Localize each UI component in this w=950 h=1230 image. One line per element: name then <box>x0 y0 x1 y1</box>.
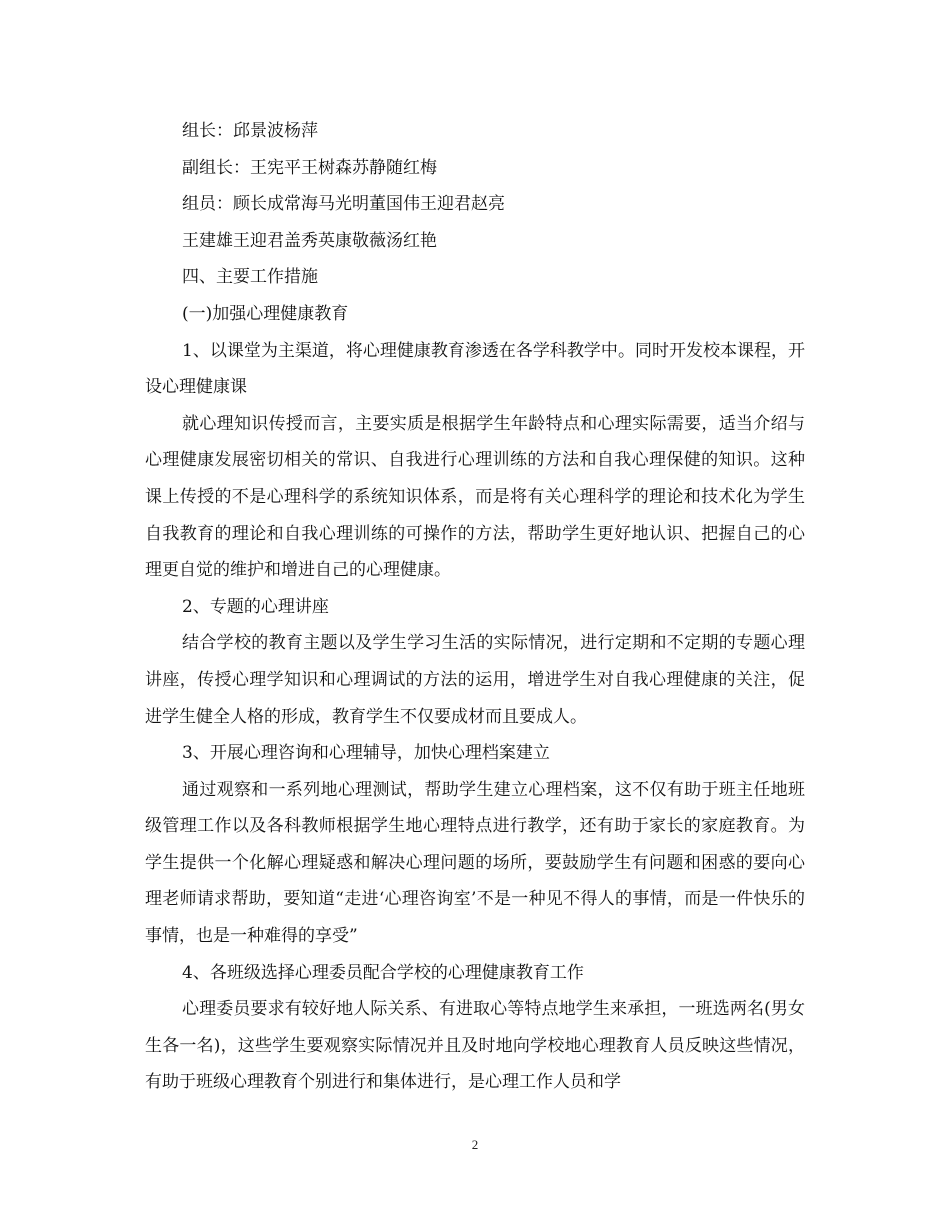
paragraph-deputy-leader: 副组长：王宪平王树森苏静随红梅 <box>182 157 437 178</box>
paragraph-members-continued: 王建雄王迎君盖秀英康敬薇汤红艳 <box>182 230 437 251</box>
item-heading-3: 3、开展心理咨询和心理辅导，加快心理档案建立 <box>182 743 550 764</box>
item-heading-4: 4、各班级选择心理委员配合学校的心理健康教育工作 <box>182 962 584 983</box>
item-heading-2: 2、专题的心理讲座 <box>182 596 329 617</box>
paragraph-lectures: 结合学校的教育主题以及学生学习生活的实际情况，进行定期和不定期的专题心理讲座，传授心理学知识和心理调试的方法的运用，增进学生对自我心理健康的关注，促进学生健全人格的形成，教育学生不仅要成材而且要成人。 <box>145 633 805 727</box>
subsection-heading-education: (一)加强心理健康教育 <box>182 303 349 324</box>
paragraph-leader: 组长：邱景波杨萍 <box>182 121 318 141</box>
page-body <box>145 113 805 1101</box>
item-heading-1: 1、以课堂为主渠道，将心理健康教育渗透在各学科教学中。同时开发校本课程，开设心理健康课 <box>145 340 805 398</box>
page-number: 2 <box>471 1137 479 1152</box>
paragraph-committee: 心理委员要求有较好地人际关系、有进取心等特点地学生来承担，一班选两名(男女生各一名)，这些学生要观察实际情况并且及时地向学校地心理教育人员反映这些情况，有助于班级心理教育个别进行和集体进行，是心理工作人员和学 <box>145 999 805 1093</box>
paragraph-members: 组员：顾长成常海马光明董国伟王迎君赵亮 <box>182 194 505 215</box>
paragraph-counseling: 通过观察和一系列地心理测试，帮助学生建立心理档案，这不仅有助于班主任地班级管理工作以及各科教师根据学生地心理特点进行教学，还有助于家长的家庭教育。为学生提供一个化解心理疑惑和解决心理问题的场所，要鼓励学生有问题和困惑的要向心理老师请求帮助，要知道“走进‘心理咨询室’不是一种见不得人的事情，而是一件快乐的事情，也是一种难得的享受” <box>145 779 805 947</box>
paragraph-knowledge: 就心理知识传授而言，主要实质是根据学生年龄特点和心理实际需要，适当介绍与心理健康发展密切相关的常识、自我进行心理训练的方法和自我心理保健的知识。这种课上传授的不是心理科学的系统知识体系，而是将有关心理科学的理论和技术化为学生自我教育的理论和自我心理训练的可操作的方法，帮助学生更好地认识、把握自己的心理更自觉的维护和增进自己的心理健康。 <box>145 413 805 581</box>
section-heading-measures: 四、主要工作措施 <box>182 267 318 288</box>
